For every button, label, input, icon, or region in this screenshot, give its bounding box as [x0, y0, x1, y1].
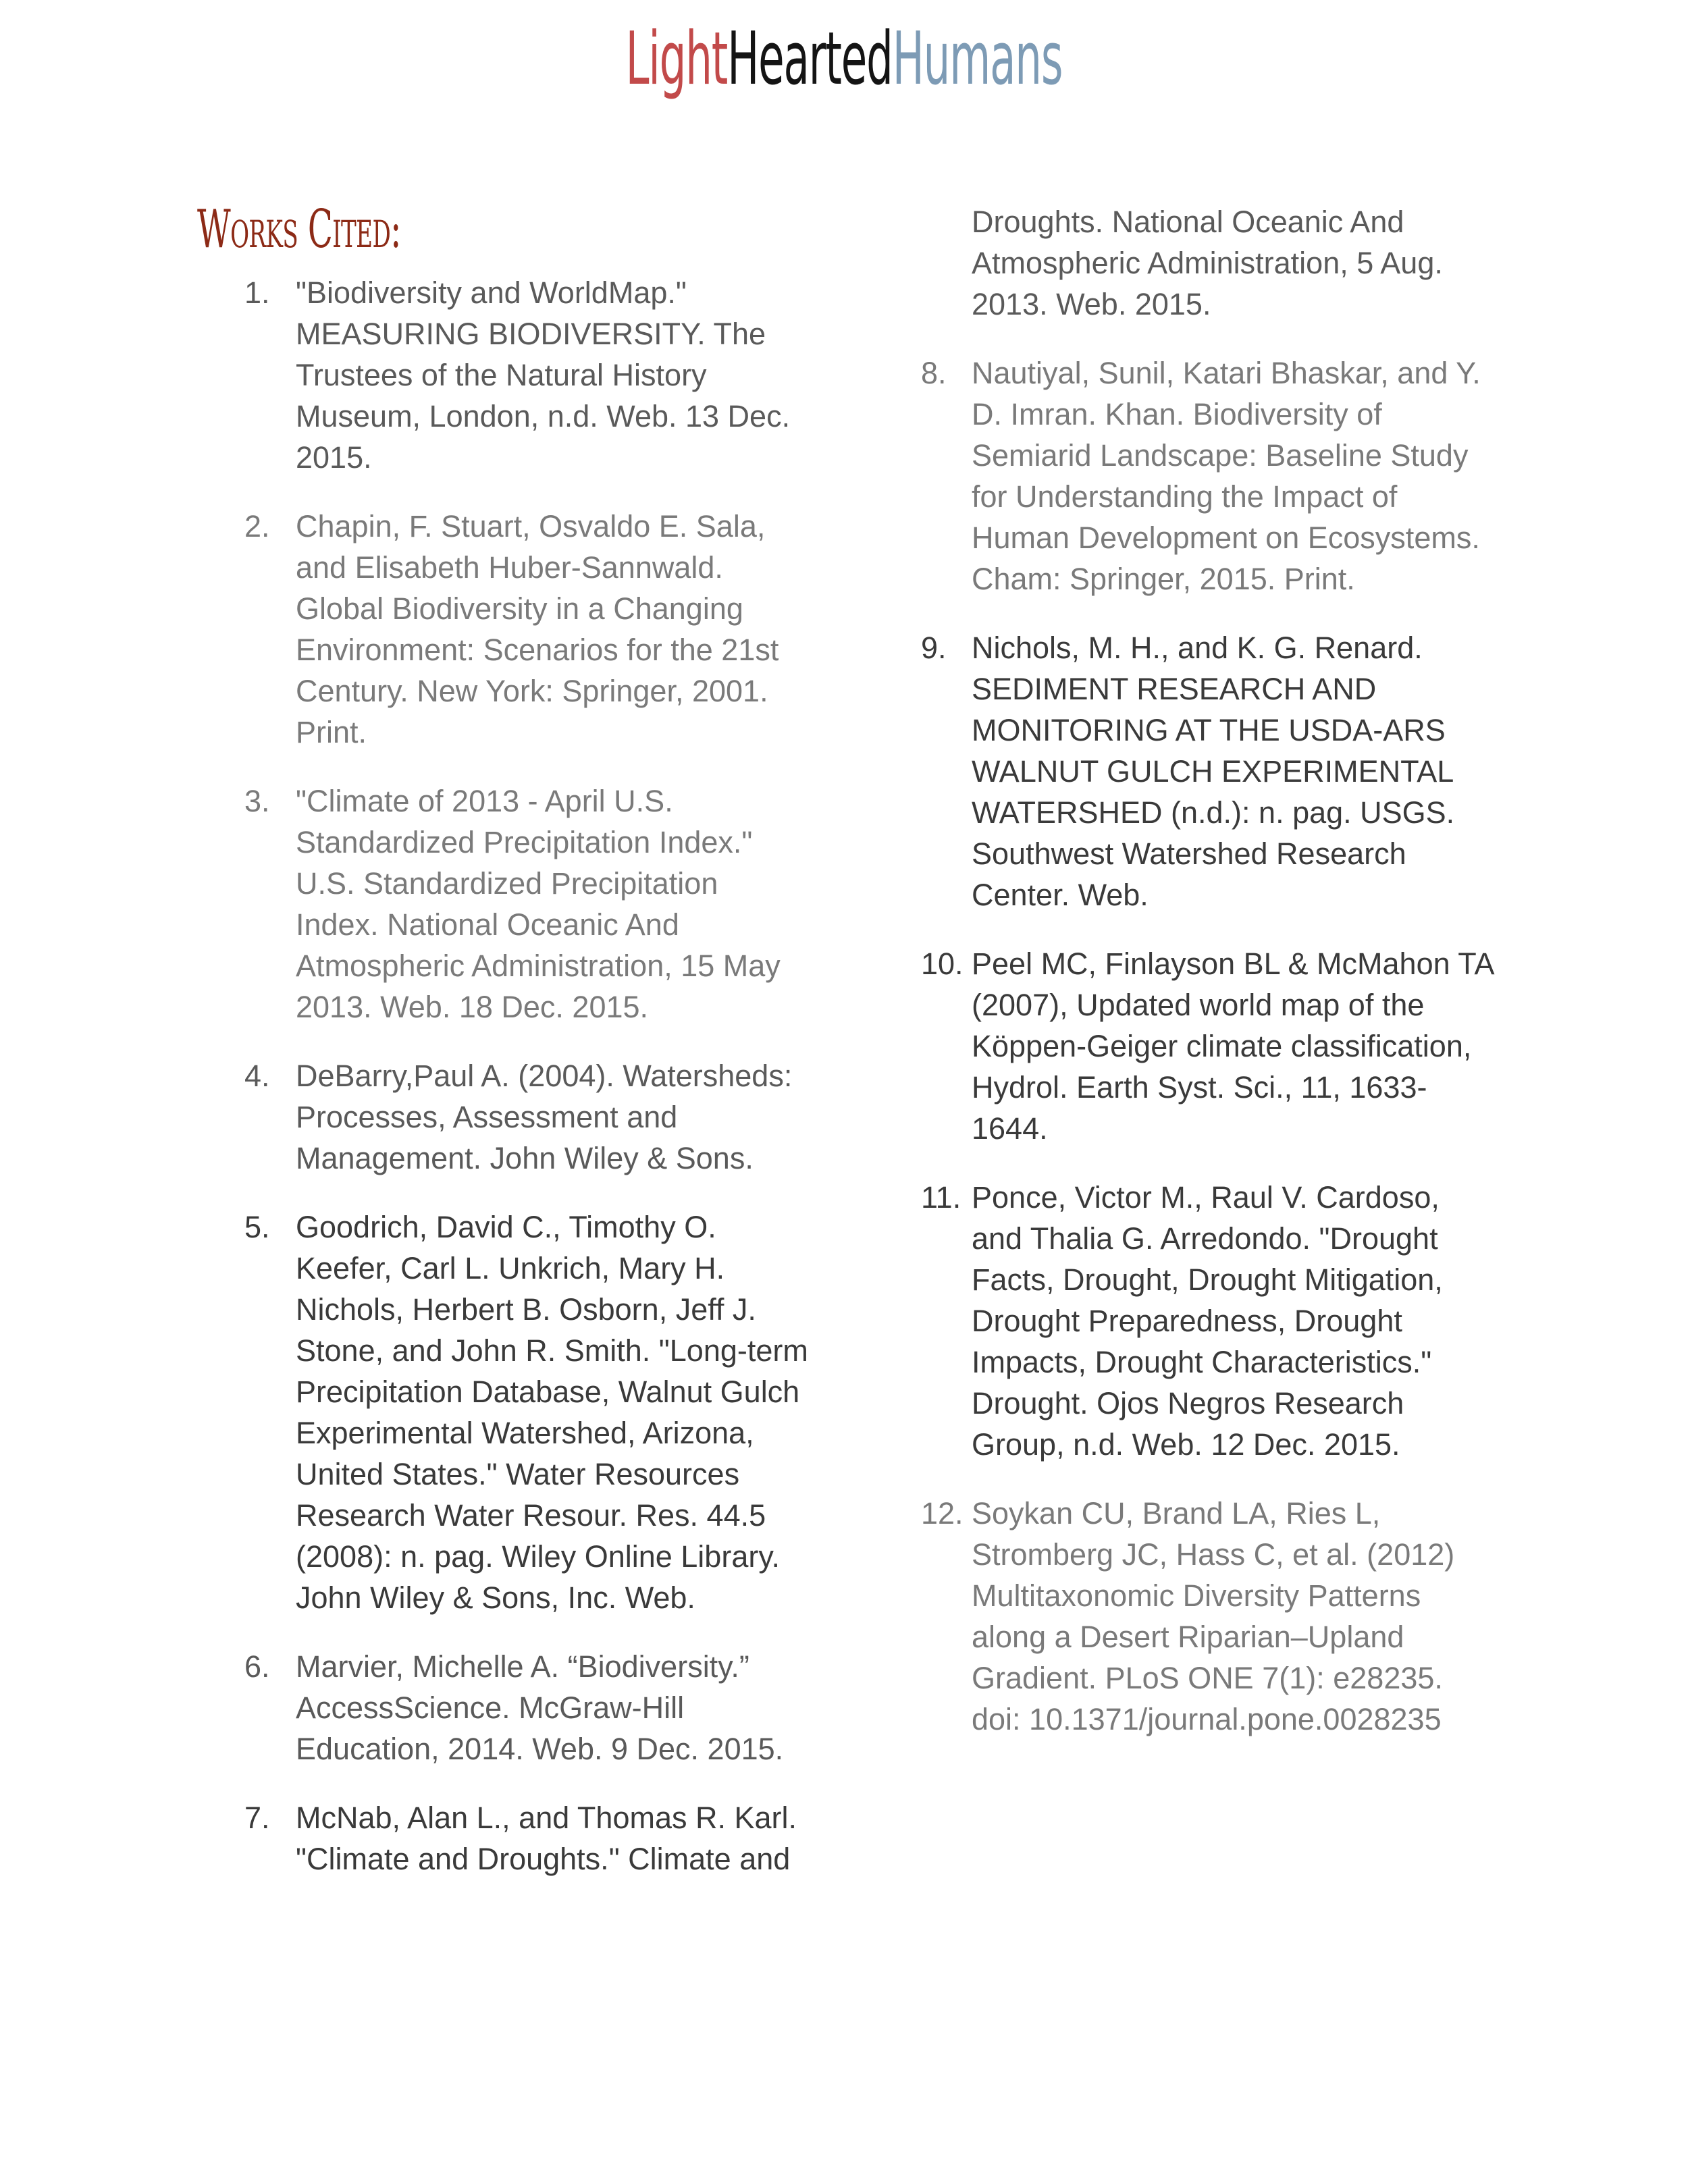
reference-text: Peel MC, Finlayson BL & McMahon TA (2007), Updated world map of the Köppen-Geiger climate classification, Hydrol. Earth Syst. Sci., 11, 1633-1644. [972, 947, 1493, 1146]
reference-item-11 [0, 1177, 1498, 1465]
reference-text: Nichols, M. H., and K. G. Renard. SEDIMENT RESEARCH AND MONITORING AT THE USDA-ARS WALNUT GULCH EXPERIMENTAL WATERSHED (n.d.): n. pag. USGS. Southwest Watershed Research Center. Web. [972, 631, 1455, 912]
reference-text: Marvier, Michelle A. “Biodiversity.” AccessScience. McGraw-Hill Education, 2014. Web. 9 Dec. 2015. [296, 1649, 784, 1766]
reference-text: DeBarry,Paul A. (2004). Watersheds: Processes, Assessment and Management. John Wiley & Sons. [296, 1059, 793, 1175]
reference-number: 6. [244, 1649, 270, 1684]
reference-text: "Biodiversity and WorldMap." MEASURING BIODIVERSITY. The Trustees of the Natural History Museum, London, n.d. Web. 13 Dec. 2015. [296, 275, 791, 475]
reference-number: 7. [244, 1801, 270, 1835]
reference-item-7 [0, 1797, 809, 1880]
reference-number: 3. [244, 784, 270, 818]
references-right-column [0, 201, 1498, 1767]
reference-number: 11. [921, 1180, 961, 1215]
reference-number: 4. [244, 1059, 270, 1093]
reference-number: 5. [244, 1210, 270, 1244]
reference-item-8 [0, 352, 1498, 600]
reference-text: Ponce, Victor M., Raul V. Cardoso, and Thalia G. Arredondo. "Drought Facts, Drought, Drought Mitigation, Drought Preparedness, Drought Impacts, Drought Characteristics." Drought. Ojos Negros Research Group, n.d. Web. 12 Dec. 2015. [972, 1180, 1443, 1462]
reference-number: 10. [921, 947, 964, 981]
reference-number: 1. [244, 275, 270, 310]
reference-text: Soykan CU, Brand LA, Ries L, Stromberg JC, Hass C, et al. (2012) Multitaxonomic Diversity Patterns along a Desert Riparian–Upland Gradient. PLoS ONE 7(1): e28235. doi: 10.1371/journal.pone.0028235 [972, 1496, 1455, 1736]
reference-number: 9. [921, 631, 947, 665]
page-title: Works Cited: [197, 199, 401, 260]
reference-number: 2. [244, 509, 270, 543]
reference-item-12 [0, 1493, 1498, 1740]
reference-text: Nautiyal, Sunil, Katari Bhaskar, and Y. D. Imran. Khan. Biodiversity of Semiarid Landscape: Baseline Study for Understanding the Impact of Human Development on Ecosystems. Cham: Springer, 2015. Print. [972, 356, 1481, 596]
reference-item-9 [0, 627, 1498, 915]
reference-text: Droughts. National Oceanic And Atmospheric Administration, 5 Aug. 2013. Web. 2015. [972, 205, 1443, 321]
reference-text: Chapin, F. Stuart, Osvaldo E. Sala, and Elisabeth Huber-Sannwald. Global Biodiversity in a Changing Environment: Scenarios for the 21st Century. New York: Springer, 2001. Print. [296, 509, 779, 749]
logo-word-light: Light [625, 17, 728, 101]
site-logo [354, 19, 1334, 100]
reference-text: Goodrich, David C., Timothy O. Keefer, Carl L. Unkrich, Mary H. Nichols, Herbert B. Osborn, Jeff J. Stone, and John R. Smith. "Long-term Precipitation Database, Walnut Gulch Experimental Watershed, Arizona, United States." Water Resources Research Water Resour. Res. 44.5 (2008): n. pag. Wiley Online Library. John Wiley & Sons, Inc. Web. [296, 1210, 808, 1615]
reference-number: 8. [921, 356, 947, 390]
reference-number: 12. [921, 1496, 964, 1530]
logo-word-hearted: Hearted [727, 17, 893, 101]
reference-item-10 [0, 943, 1498, 1149]
reference-text: McNab, Alan L., and Thomas R. Karl. "Climate and Droughts." Climate and [296, 1801, 797, 1876]
logo-word-humans: Humans [892, 17, 1063, 101]
reference-item-7-continued [0, 201, 1498, 325]
reference-text: "Climate of 2013 - April U.S. Standardized Precipitation Index." U.S. Standardized Precipitation Index. National Oceanic And Atmospheric Administration, 15 May 2013. Web. 18 Dec. 2015. [296, 784, 781, 1024]
